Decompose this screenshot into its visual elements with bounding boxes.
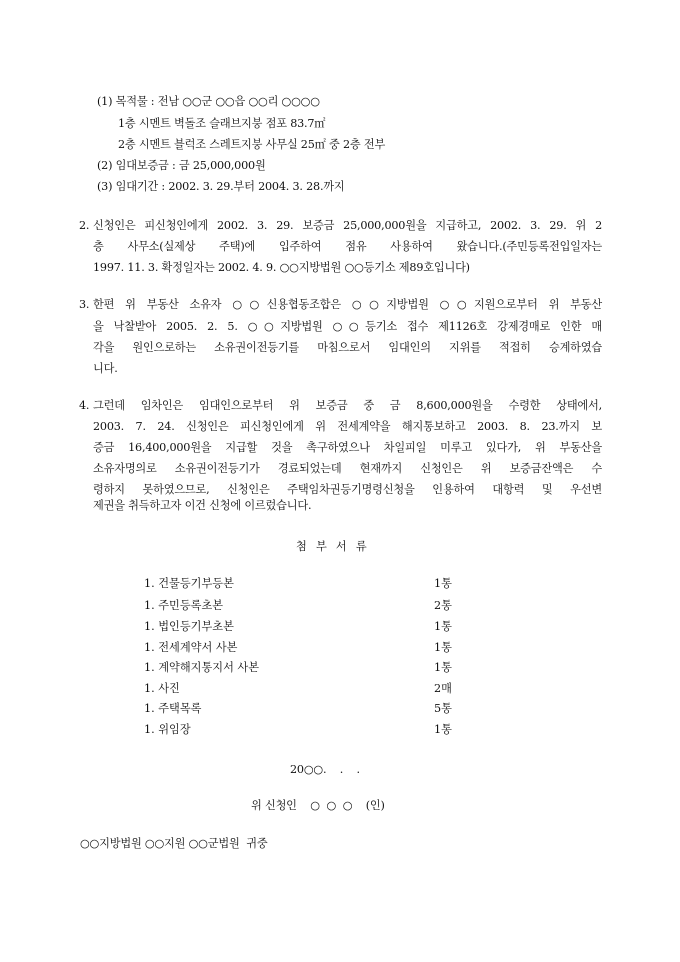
attachment-qty: 2매 <box>434 682 452 695</box>
attachment-row <box>144 641 464 655</box>
item-object: (1) 목적물 : 전남 ○○군 ○○읍 ○○리 ○○○○ <box>97 95 320 108</box>
paragraph-line: 증금 16,400,000원을 지급할 것을 촉구하였으나 차일피일 미루고 있다가, 위 부동산을 <box>93 441 602 454</box>
paragraph-line: 니다. <box>93 362 118 375</box>
attachment-row <box>144 702 464 716</box>
attachment-name: 1. 전세계약서 사본 <box>144 641 238 654</box>
attachment-qty: 1통 <box>434 661 452 674</box>
attachment-name: 1. 계약해지통지서 사본 <box>144 661 260 674</box>
attachment-name: 1. 건물등기부등본 <box>144 577 234 590</box>
paragraph-line: 층 사무소(실제상 주택)에 입주하여 점유 사용하여 왔습니다.(주민등록전입일자는 <box>93 240 602 253</box>
attachment-name: 1. 주민등록초본 <box>144 599 224 612</box>
paragraph-line: 을 낙찰받아 2005. 2. 5. ○○지방법원 ○○등기소 접수 제1126호 강제경매로 인한 매 <box>93 320 602 333</box>
paragraph-line: 제권을 취득하고자 이건 신청에 이르렀습니다. <box>93 499 312 512</box>
attachment-qty: 1통 <box>434 723 452 736</box>
attachment-qty: 1통 <box>434 577 452 590</box>
paragraph-line: 한편 위 부동산 소유자 ○○신용협동조합은 ○○지방법원 ○○지원으로부터 위 부동산 <box>93 298 602 311</box>
attachment-qty: 1통 <box>434 641 452 654</box>
attachment-row <box>144 620 464 634</box>
paragraph-number: 3. <box>79 298 90 311</box>
item-floor2: 2층 시멘트 블럭조 스레트지붕 사무실 25㎡ 중 2층 전부 <box>118 138 386 151</box>
attachment-row <box>144 682 464 696</box>
attachment-row <box>144 577 464 591</box>
attachment-name: 1. 법인등기부초본 <box>144 620 234 633</box>
applicant-signature: 위 신청인 ○ ○ ○ (인) <box>251 799 385 812</box>
attachments-title: 첨 부 서 류 <box>296 540 367 553</box>
paragraph-line: 그런데 임차인은 임대인으로부터 위 보증금 중 금 8,600,000원을 수령한 상태에서, <box>93 399 602 412</box>
paragraph-line: 신청인은 피신청인에게 2002. 3. 29. 보증금 25,000,000원을 지급하고, 2002. 3. 29. 위 2 <box>93 219 602 232</box>
item-floor1: 1층 시멘트 벽돌조 슬래브지붕 점포 83.7㎡ <box>118 117 326 130</box>
paragraph-number: 4. <box>79 399 90 412</box>
paragraph-line: 소유자명의로 소유권이전등기가 경료되었는데 현재까지 신청인은 위 보증금잔액은 수 <box>93 462 602 475</box>
attachment-row <box>144 661 464 675</box>
attachment-qty: 2통 <box>434 599 452 612</box>
paragraph-line: 각을 원인으로하는 소유권이전등기를 마침으로서 임대인의 지위를 적접히 승계하였습 <box>93 341 602 354</box>
attachment-qty: 1통 <box>434 620 452 633</box>
attachment-row <box>144 723 464 737</box>
paragraph-line: 2003. 7. 24. 신청인은 피신청인에게 위 전세계약을 해지통보하고 2003. 8. 23.까지 보 <box>93 420 602 433</box>
item-deposit: (2) 임대보증금 : 금 25,000,000원 <box>97 159 266 172</box>
attachment-qty: 5통 <box>434 702 452 715</box>
attachment-name: 1. 위임장 <box>144 723 191 736</box>
document-date: 20○○. . . <box>290 763 360 776</box>
item-period: (3) 임대기간 : 2002. 3. 29.부터 2004. 3. 28.까지 <box>97 180 345 193</box>
attachment-row <box>144 599 464 613</box>
attachment-name: 1. 주택목록 <box>144 702 202 715</box>
paragraph-line: 1997. 11. 3. 확정일자는 2002. 4. 9. ○○지방법원 ○○등기소 제89호입니다) <box>93 261 470 274</box>
court-recipient: ○○지방법원 ○○지원 ○○군법원 귀중 <box>80 837 268 850</box>
paragraph-line: 령하지 못하였으므로, 신청인은 주택임차권등기명령신청을 인용하여 대항력 및 우선변 <box>93 483 602 496</box>
paragraph-number: 2. <box>79 219 90 232</box>
attachment-name: 1. 사진 <box>144 682 180 695</box>
